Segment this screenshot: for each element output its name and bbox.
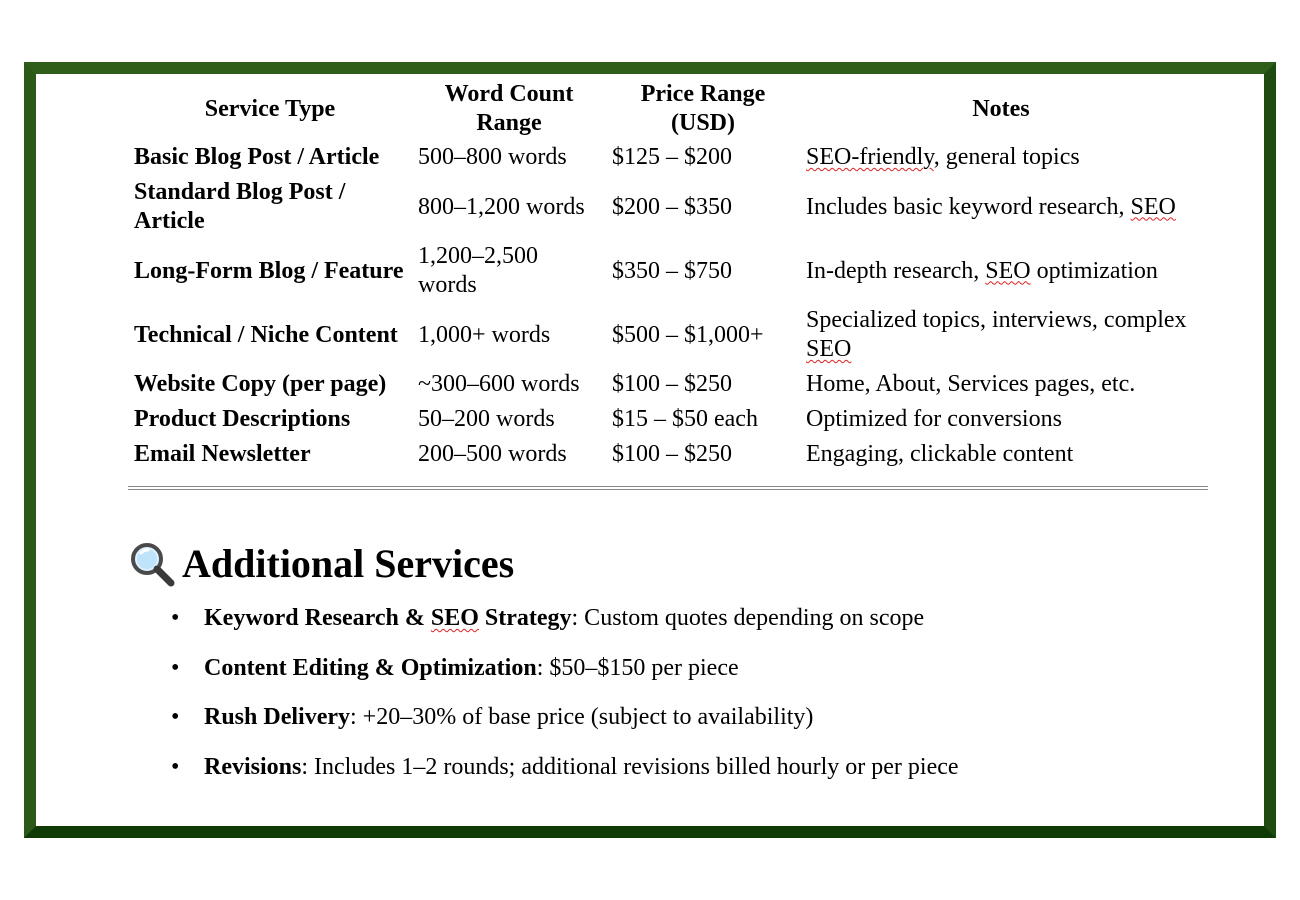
price-range-cell: $125 – $200 (612, 144, 732, 170)
word-count-cell: 800–1,200 words (418, 193, 585, 220)
list-item (128, 693, 1218, 743)
price-range-cell: $500 – $1,000+ (612, 321, 764, 348)
notes-flagged-word: SEO (806, 336, 852, 362)
notes-text: Optimized for conversions (806, 406, 1062, 432)
notes-text: optimization (1030, 257, 1158, 284)
table-row (128, 303, 1202, 367)
word-count-cell: 200–500 words (418, 441, 567, 467)
notes-text: Specialized topics, interviews, complex (806, 307, 1187, 333)
notes-text: , general topics (933, 144, 1080, 170)
notes-cell (800, 140, 1202, 175)
notes-text: Home, About, Services pages, etc. (806, 371, 1136, 397)
price-range-cell: $100 – $250 (612, 371, 732, 397)
notes-flagged-word: SEO-friendly (806, 144, 934, 170)
service-description: : +20–30% of base price (subject to availability) (350, 704, 814, 730)
price-range-cell: $200 – $350 (612, 193, 732, 220)
service-description: : Includes 1–2 rounds; additional revisions billed hourly or per piece (301, 753, 959, 780)
word-count-cell: 1,000+ words (418, 321, 551, 348)
service-name (204, 704, 350, 730)
notes-text: Includes basic keyword research, (806, 193, 1131, 220)
service-name-text: Strategy (478, 605, 572, 631)
notes-cell (800, 437, 1202, 472)
notes-text: Engaging, clickable content (806, 441, 1074, 467)
table-bottom-rule (128, 486, 1208, 490)
notes-cell (800, 239, 1202, 303)
service-name-text: Revisions (204, 753, 302, 780)
service-name (204, 655, 537, 681)
service-description: : $50–$150 per piece (536, 654, 739, 681)
list-item (128, 594, 1218, 644)
service-description: : Custom quotes depending on scope (571, 605, 925, 631)
notes-cell (800, 175, 1202, 239)
service-name-text: Keyword Research & (204, 605, 431, 631)
table-row (128, 140, 1202, 175)
header-service-type: Service Type (204, 95, 336, 122)
service-name-text: Rush Delivery (204, 704, 350, 730)
table-row (128, 239, 1202, 303)
notes-cell (800, 402, 1202, 437)
header-word-count: Word Count Range (444, 81, 574, 136)
service-type-cell: Long-Form Blog / Feature (134, 257, 404, 284)
service-name-text: Content Editing & Optimization (204, 654, 537, 681)
word-count-cell: 500–800 words (418, 144, 567, 170)
bullet-marker: • (171, 753, 180, 780)
list-item (128, 743, 1218, 793)
magnifying-glass-icon (128, 540, 176, 588)
table-header-row (128, 78, 1202, 140)
notes-flagged-word: SEO (985, 257, 1031, 284)
service-type-cell: Email Newsletter (134, 441, 311, 467)
word-count-cell: 1,200–2,500 words (418, 243, 538, 298)
bullet-marker: • (171, 605, 180, 631)
pricing-table (128, 78, 1202, 472)
table-row (128, 402, 1202, 437)
document-content (128, 74, 1218, 792)
document-frame (24, 62, 1276, 838)
service-type-cell: Website Copy (per page) (134, 371, 387, 397)
notes-cell (800, 303, 1202, 367)
bullet-marker: • (171, 704, 180, 730)
additional-services-title: Additional Services (182, 541, 515, 586)
notes-flagged-word: SEO (1130, 193, 1176, 220)
service-type-cell: Basic Blog Post / Article (134, 144, 380, 170)
price-range-cell: $100 – $250 (612, 441, 732, 467)
additional-services-heading (128, 540, 1218, 588)
service-name (204, 754, 301, 780)
bullet-marker: • (171, 654, 180, 681)
word-count-cell: 50–200 words (418, 406, 555, 432)
table-row (128, 367, 1202, 402)
service-type-cell: Technical / Niche Content (134, 321, 398, 348)
table-row (128, 437, 1202, 472)
additional-services-list (128, 594, 1218, 792)
header-notes: Notes (972, 95, 1030, 122)
service-name-flagged-word: SEO (430, 605, 479, 631)
word-count-cell: ~300–600 words (418, 371, 580, 397)
notes-text: In-depth research, (806, 257, 986, 284)
header-price-range: Price Range (USD) (640, 81, 766, 136)
notes-cell (800, 367, 1202, 402)
service-type-cell: Standard Blog Post / Article (134, 179, 346, 234)
service-type-cell: Product Descriptions (134, 406, 351, 432)
service-name (204, 605, 572, 631)
list-item (128, 644, 1218, 694)
price-range-cell: $15 – $50 each (612, 406, 758, 432)
table-row (128, 175, 1202, 239)
price-range-cell: $350 – $750 (612, 257, 732, 284)
